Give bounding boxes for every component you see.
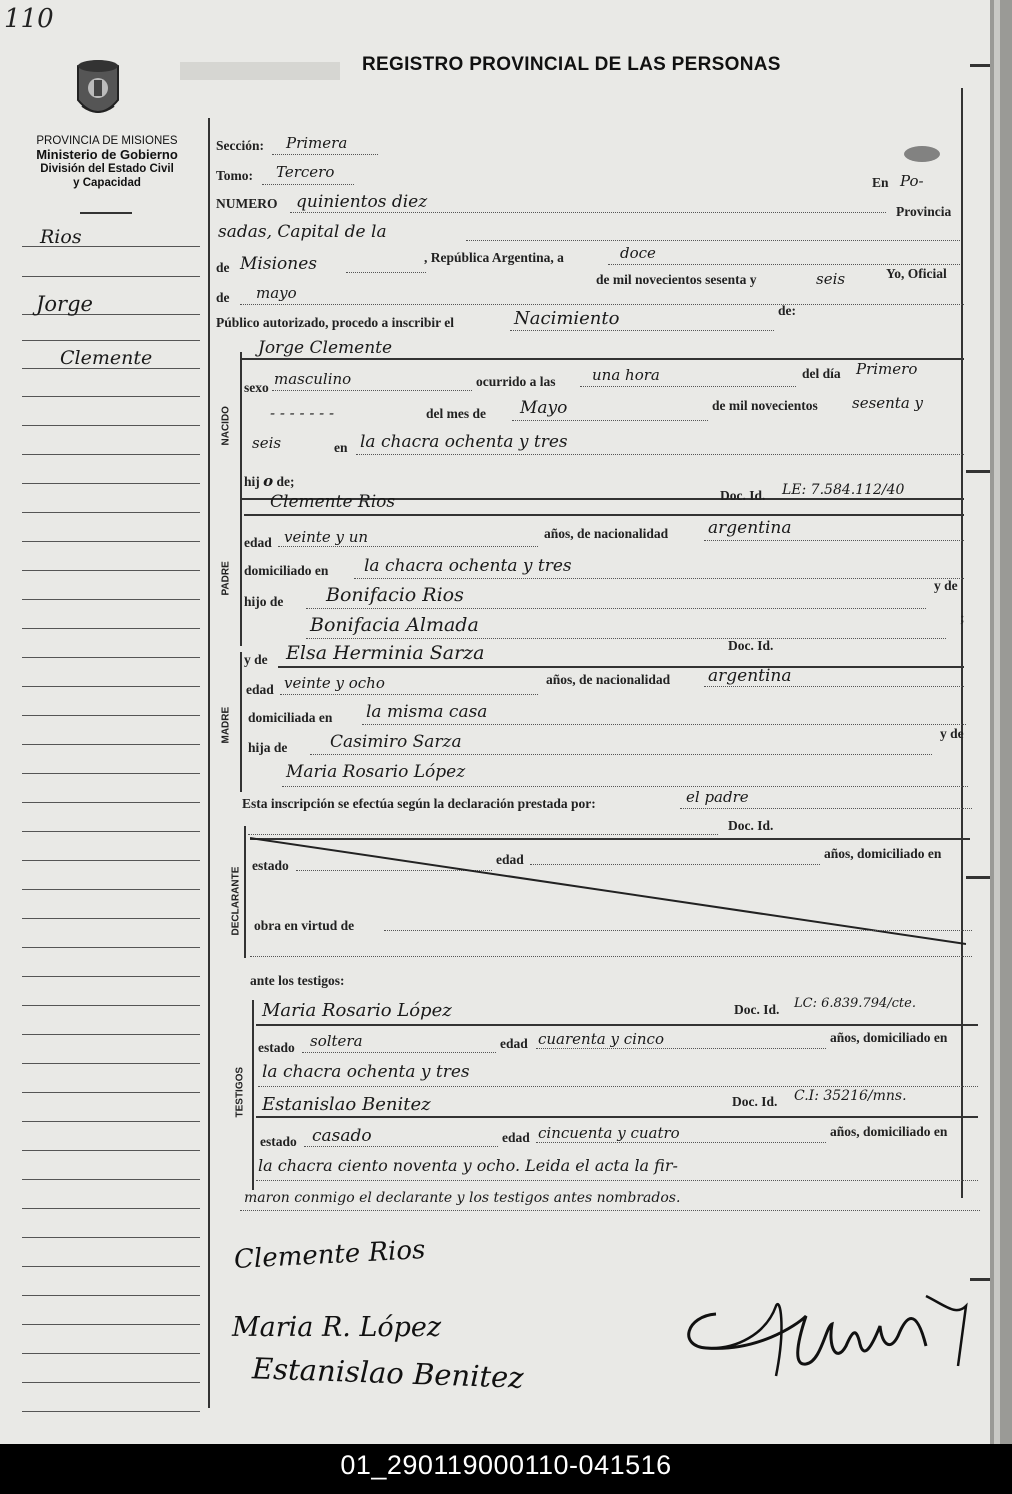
sidebar-line	[22, 396, 200, 397]
sidebar-line	[22, 599, 200, 600]
sidebar-line	[22, 1063, 200, 1064]
sidebar-line	[22, 860, 200, 861]
madre-edad-value: veinte y ocho	[284, 674, 385, 692]
tomo-value: Tercero	[276, 163, 335, 181]
sidebar-secondname: Clemente	[60, 347, 153, 369]
de-mil-2-label: de mil novecientos	[712, 398, 818, 413]
declarante-edad-label: edad	[496, 852, 524, 867]
en-label: En	[872, 175, 889, 190]
declarante-doc-label: Doc. Id.	[728, 818, 774, 833]
de-prov-value: Misiones	[240, 254, 317, 274]
padre-semicolon: ;	[960, 610, 965, 625]
madre-dom-value: la misma casa	[366, 702, 488, 722]
signature-witness-1: Maria R. López	[232, 1312, 442, 1343]
numero-dots	[290, 212, 886, 213]
sidebar-line	[22, 947, 200, 948]
padre-doc-label: Doc. Id.	[720, 488, 766, 503]
mes-value: mayo	[256, 284, 297, 302]
acto-value: Nacimiento	[514, 308, 620, 329]
seccion-value: Primera	[286, 134, 348, 152]
t1-edad-value: cuarenta y cinco	[538, 1030, 664, 1048]
sidebar-line	[22, 773, 200, 774]
sidebar-line	[22, 483, 200, 484]
padre-edad-label: edad	[244, 535, 272, 550]
republica-label: , República Argentina, a	[424, 250, 564, 265]
sidebar-line	[22, 976, 200, 977]
sidebar-line	[22, 1324, 200, 1325]
madre-y-de-label: y de	[244, 652, 268, 667]
t2-doc-value: C.I: 35216/mns.	[794, 1088, 907, 1104]
t2-edad-label: edad	[502, 1130, 530, 1145]
sidebar-line	[22, 1208, 200, 1209]
madre-hija-label: hija de	[248, 740, 288, 755]
madre-hija-dots	[310, 754, 932, 755]
madre-madre-dots	[282, 786, 968, 787]
padre-y-de-label: y de	[934, 578, 958, 593]
yo-oficial-label: Yo, Oficial	[886, 266, 947, 281]
sidebar-line	[22, 276, 200, 277]
hij-suffix: o	[263, 472, 274, 490]
binding-mark	[966, 876, 992, 879]
page-title: REGISTRO PROVINCIAL DE LAS PERSONAS	[362, 54, 781, 75]
en-value: Po-	[900, 172, 924, 190]
t1-dom-dots	[258, 1086, 978, 1087]
hij-text: hij	[244, 474, 260, 489]
t1-estado-value: soltera	[310, 1032, 363, 1050]
declarante-bracket	[244, 826, 246, 958]
sidebar-line	[22, 1179, 200, 1180]
del-mes-label: del mes de	[426, 406, 486, 421]
division-line: División del Estado Civil	[40, 163, 174, 175]
dia-dots	[608, 264, 960, 265]
sidebar-line	[22, 1266, 200, 1267]
madre-y-de-label-2: y de	[940, 726, 964, 741]
official-signature	[676, 1286, 976, 1396]
sidebar-line	[22, 744, 200, 745]
sidebar-line	[22, 1121, 200, 1122]
t2-nombre-value: Estanislao Benitez	[262, 1094, 431, 1115]
sidebar-line	[22, 340, 200, 341]
sidebar-line	[22, 541, 200, 542]
madre-nac-value: argentina	[708, 666, 792, 686]
numero-label: NUMERO	[216, 196, 278, 211]
seccion-dots	[272, 154, 378, 155]
padre-nac-value: argentina	[708, 518, 792, 538]
sidebar-line	[22, 628, 200, 629]
page-number: 110	[4, 4, 54, 34]
t1-dom-value: la chacra ochenta y tres	[262, 1062, 470, 1082]
padre-dom-dots	[354, 578, 964, 579]
tomo-label: Tomo:	[216, 168, 254, 183]
padre-madre-value: Bonifacia Almada	[310, 614, 479, 636]
sidebar-line	[22, 1295, 200, 1296]
sexo-label: sexo	[244, 380, 269, 395]
padre-nac-label: años, de nacionalidad	[544, 526, 669, 541]
madre-dom-label: domiciliada en	[248, 710, 333, 725]
sidebar-line	[22, 1005, 200, 1006]
padre-vertical-label: PADRE	[220, 561, 232, 596]
padre-nombre-value: Clemente Rios	[270, 492, 396, 512]
t1-anos-label: años, domiciliado en	[830, 1030, 948, 1045]
sidebar-line	[22, 1411, 200, 1412]
declarante-estado-label: estado	[252, 858, 289, 873]
form-frame-left	[208, 118, 210, 1408]
coat-of-arms-icon	[72, 56, 124, 126]
closing-dots-1	[256, 1180, 978, 1181]
padre-hijo-dots	[306, 608, 926, 609]
padre-edad-value: veinte y un	[284, 528, 369, 546]
t2-anos-label: años, domiciliado en	[830, 1124, 948, 1139]
acto-dots	[510, 330, 774, 331]
signature-witness-2: Estanislao Benitez	[251, 1351, 525, 1395]
sidebar-line	[22, 425, 200, 426]
mes-nac-dots	[512, 420, 708, 421]
dia-nac-value: Primero	[856, 360, 918, 378]
sidebar-line	[22, 715, 200, 716]
closing-line-2: maron conmigo el declarante y los testigos antes nombrados.	[244, 1190, 681, 1206]
t2-name-line	[256, 1116, 978, 1118]
dia-value: doce	[620, 244, 656, 262]
provincia-label: Provincia	[896, 204, 952, 219]
sidebar-line	[22, 1353, 200, 1354]
t1-doc-value: LC: 6.839.794/cte.	[794, 996, 916, 1011]
t2-doc-label: Doc. Id.	[732, 1094, 778, 1109]
sidebar-line	[22, 1382, 200, 1383]
closing-dots-2	[240, 1210, 980, 1211]
declarante-value: el padre	[686, 788, 749, 806]
nombre-value: Jorge Clemente	[258, 338, 393, 358]
form-frame-right	[961, 88, 963, 1198]
t1-edad-dots	[536, 1048, 826, 1049]
lugar-value: la chacra ochenta y tres	[360, 432, 568, 452]
obra-label: obra en virtud de	[254, 918, 355, 933]
t2-estado-value: casado	[312, 1126, 372, 1146]
closing-line-1: la chacra ciento noventa y ocho. Leida el acta la fir-	[258, 1156, 678, 1175]
sexo-value: masculino	[274, 370, 352, 388]
madre-padre-value: Casimiro Sarza	[330, 732, 462, 752]
madre-nac-dots	[704, 686, 964, 687]
padre-dom-value: la chacra ochenta y tres	[364, 556, 572, 576]
declarante-strike-line	[250, 834, 966, 954]
del-dia-label: del día	[802, 366, 841, 381]
book-spine	[990, 0, 1012, 1444]
t1-nombre-value: Maria Rosario López	[262, 1000, 452, 1021]
ministry-line: Ministerio de Gobierno	[36, 147, 178, 162]
anio-value: sesenta y	[852, 394, 924, 412]
binding-mark	[966, 470, 992, 473]
de-colon-label: de:	[778, 303, 796, 318]
testigos-label: ante los testigos:	[250, 973, 345, 988]
declarante-dots	[680, 808, 972, 809]
hij-label	[244, 472, 295, 490]
padre-edad-dots	[278, 546, 538, 547]
mes-nac-value: Mayo	[520, 398, 568, 418]
tomo-dots	[262, 184, 354, 185]
padre-madre-dots	[306, 638, 946, 639]
inscripcion-label: Esta inscripción se efectúa según la declaración prestada por:	[242, 796, 596, 811]
hora-value: una hora	[592, 366, 660, 384]
signature-father: Clemente Rios	[233, 1235, 427, 1275]
seis-value: seis	[252, 434, 282, 452]
faint-stamp	[180, 62, 340, 80]
ministry-header	[10, 134, 204, 190]
declarante-vertical-label: DECLARANTE	[230, 866, 242, 936]
sadas-value: sadas, Capital de la	[218, 222, 387, 242]
madre-name-line	[278, 666, 964, 668]
madre-edad-dots	[280, 694, 538, 695]
hora-dots	[580, 386, 796, 387]
padre-doc-value: LE: 7.584.112/40	[782, 482, 905, 498]
t2-estado-dots	[304, 1146, 498, 1147]
sidebar-line	[22, 1092, 200, 1093]
archive-stamp: 01_290119000110-041516	[0, 1444, 1012, 1494]
sesenta-y-value: seis	[816, 270, 846, 288]
sidebar-line	[22, 1150, 200, 1151]
de-label: de	[216, 260, 230, 275]
sidebar-line	[22, 1034, 200, 1035]
seccion-label: Sección:	[216, 138, 264, 153]
sidebar-line	[22, 570, 200, 571]
sidebar-line	[22, 454, 200, 455]
madre-madre-value: Maria Rosario López	[286, 762, 466, 782]
de-prov-dots	[346, 272, 426, 273]
mes-dots	[240, 304, 964, 305]
testigos-vertical-label: TESTIGOS	[234, 1066, 246, 1118]
t2-edad-value: cincuenta y cuatro	[538, 1124, 680, 1142]
sidebar-line	[22, 802, 200, 803]
sidebar-firstname: Jorge	[36, 292, 93, 316]
de-mil-label: de mil novecientos sesenta y	[596, 272, 757, 287]
publico-label: Público autorizado, procedo a inscribir el	[216, 315, 454, 330]
binding-mark	[970, 64, 992, 67]
capacity-line: y Capacidad	[73, 177, 141, 189]
obra-dots	[384, 930, 972, 931]
t1-edad-label: edad	[500, 1036, 528, 1051]
de-semicolon-text: de;	[276, 474, 295, 489]
padre-bracket	[240, 500, 242, 646]
madre-doc-label: Doc. Id.	[728, 638, 774, 653]
testigos-bracket	[252, 1000, 254, 1190]
madre-edad-label: edad	[246, 682, 274, 697]
sidebar-line	[22, 831, 200, 832]
sidebar-line	[22, 918, 200, 919]
binding-mark	[970, 1278, 992, 1281]
sexo-dots	[272, 390, 472, 391]
t1-estado-dots	[302, 1052, 496, 1053]
province-line: PROVINCIA DE MISIONES	[36, 135, 178, 147]
numero-value: quinientos diez	[296, 192, 428, 212]
madre-vertical-label: MADRE	[220, 706, 232, 744]
obra-dots-2	[250, 956, 972, 957]
header-underline	[80, 212, 132, 214]
madre-nombre-value: Elsa Herminia Sarza	[286, 642, 485, 664]
padre-name-line	[244, 514, 964, 516]
sidebar-line	[22, 686, 200, 687]
declarante-anos-label: años, domiciliado en	[824, 846, 942, 861]
t1-estado-label: estado	[258, 1040, 295, 1055]
nacido-bracket	[240, 352, 242, 498]
t1-doc-label: Doc. Id.	[734, 1002, 780, 1017]
en-word-label: en	[334, 440, 348, 455]
sidebar-line	[22, 512, 200, 513]
ink-blot	[904, 146, 940, 162]
padre-hijo-label: hijo de	[244, 594, 284, 609]
padre-dom-label: domiciliado en	[244, 563, 329, 578]
de-label-2: de	[216, 290, 230, 305]
madre-bracket	[240, 652, 242, 792]
sidebar-line	[22, 889, 200, 890]
ocurrido-label: ocurrido a las	[476, 374, 556, 389]
t2-edad-dots	[536, 1142, 826, 1143]
sidebar-line	[22, 657, 200, 658]
padre-padre-value: Bonifacio Rios	[326, 584, 464, 606]
blank-value: - - - - - - -	[270, 404, 335, 422]
sadas-dots	[466, 240, 960, 241]
t1-name-line	[256, 1024, 978, 1026]
madre-nac-label: años, de nacionalidad	[546, 672, 671, 687]
padre-nac-dots	[704, 540, 964, 541]
sidebar-line	[22, 1237, 200, 1238]
t2-estado-label: estado	[260, 1134, 297, 1149]
nacido-vertical-label: NACIDO	[220, 406, 232, 446]
lugar-dots	[356, 454, 964, 455]
sidebar-surname: Rios	[40, 226, 82, 248]
madre-dom-dots	[362, 724, 966, 725]
